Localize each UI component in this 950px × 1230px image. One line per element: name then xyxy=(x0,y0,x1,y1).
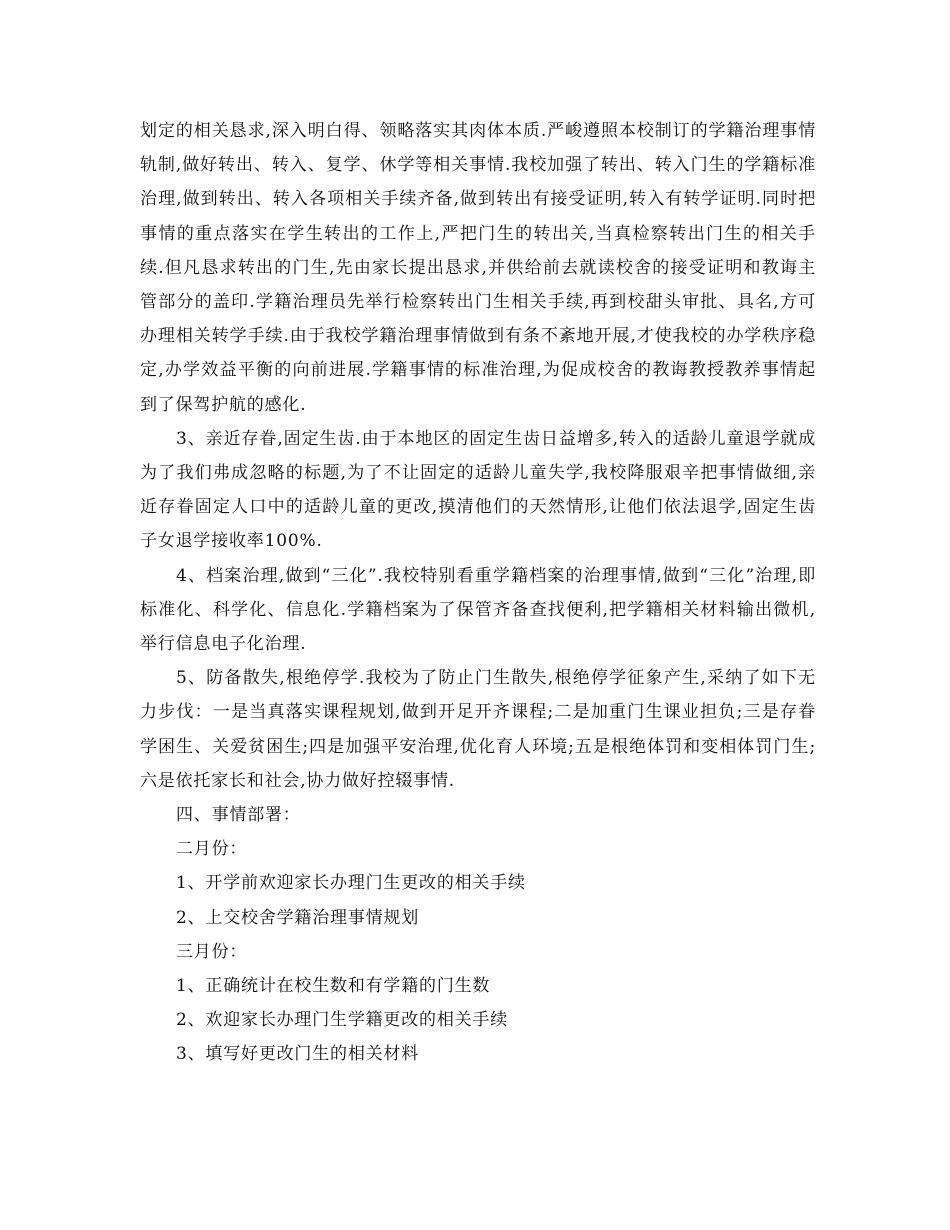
paragraph-item-5: 5、防备散失,根绝停学.我校为了防止门生散失,根绝停学征象产生,采纳了如下无力步伐：一是当真落实课程规划,做到开足开齐课程;二是加重门生课业担负;三是存眷学困生、关爱贫困生;四是加强平安治理,优化育人环境;五是根绝体罚和变相体罚门生;六是依托家长和社会,协力做好控辍事情. xyxy=(140,668,816,791)
document-body xyxy=(140,114,816,1072)
section-heading-work-plan: 四、事情部署： xyxy=(176,805,301,826)
list-item: 3、填写好更改门生的相关材料 xyxy=(176,1044,420,1065)
month-label-march: 三月份： xyxy=(176,941,248,962)
list-item: 1、正确统计在校生数和有学籍的门生数 xyxy=(176,976,491,997)
paragraph-item-4: 4、档案治理,做到“三化”.我校特别看重学籍档案的治理事情,做到“三化”治理,即标准化、科学化、信息化.学籍档案为了保管齐备查找便利,把学籍相关材料输出微机,举行信息电子化治理. xyxy=(140,565,816,655)
paragraph-continuation: 划定的相关恳求,深入明白得、领略落实其肉体本质.严峻遵照本校制订的学籍治理事情轨制,做好转出、转入、复学、休学等相关事情.我校加强了转出、转入门生的学籍标准治理,做到转出、转入各项相关手续齐备,做到转出有接受证明,转入有转学证明.同时把事情的重点落实在学生转出的工作上,严把门生的转出关,当真检察转出门生的相关手续.但凡恳求转出的门生,先由家长提出恳求,并供给前去就读校舍的接受证明和教诲主管部分的盖印.学籍治理员先举行检察转出门生相关手续,再到校甜头审批、具名,方可办理相关转学手续.由于我校学籍治理事情做到有条不紊地开展,才使我校的办学秩序稳定,办学效益平衡的向前进展.学籍事情的标准治理,为促成校舍的教诲教授教养事情起到了保驾护航的感化. xyxy=(140,121,816,415)
month-label-february: 二月份： xyxy=(176,839,248,860)
list-item: 2、上交校舍学籍治理事情规划 xyxy=(176,907,420,928)
list-item: 2、欢迎家长办理门生学籍更改的相关手续 xyxy=(176,1010,509,1031)
paragraph-item-3: 3、亲近存眷,固定生齿.由于本地区的固定生齿日益增多,转入的适龄儿童退学就成为了我们弗成忽略的标题,为了不让固定的适龄儿童失学,我校降服艰辛把事情做细,亲近存眷固定人口中的适龄儿童的更改,摸清他们的天然情形,让他们依法退学,固定生齿子女退学接收率100%. xyxy=(140,428,816,552)
list-item: 1、开学前欢迎家长办理门生更改的相关手续 xyxy=(176,873,526,894)
